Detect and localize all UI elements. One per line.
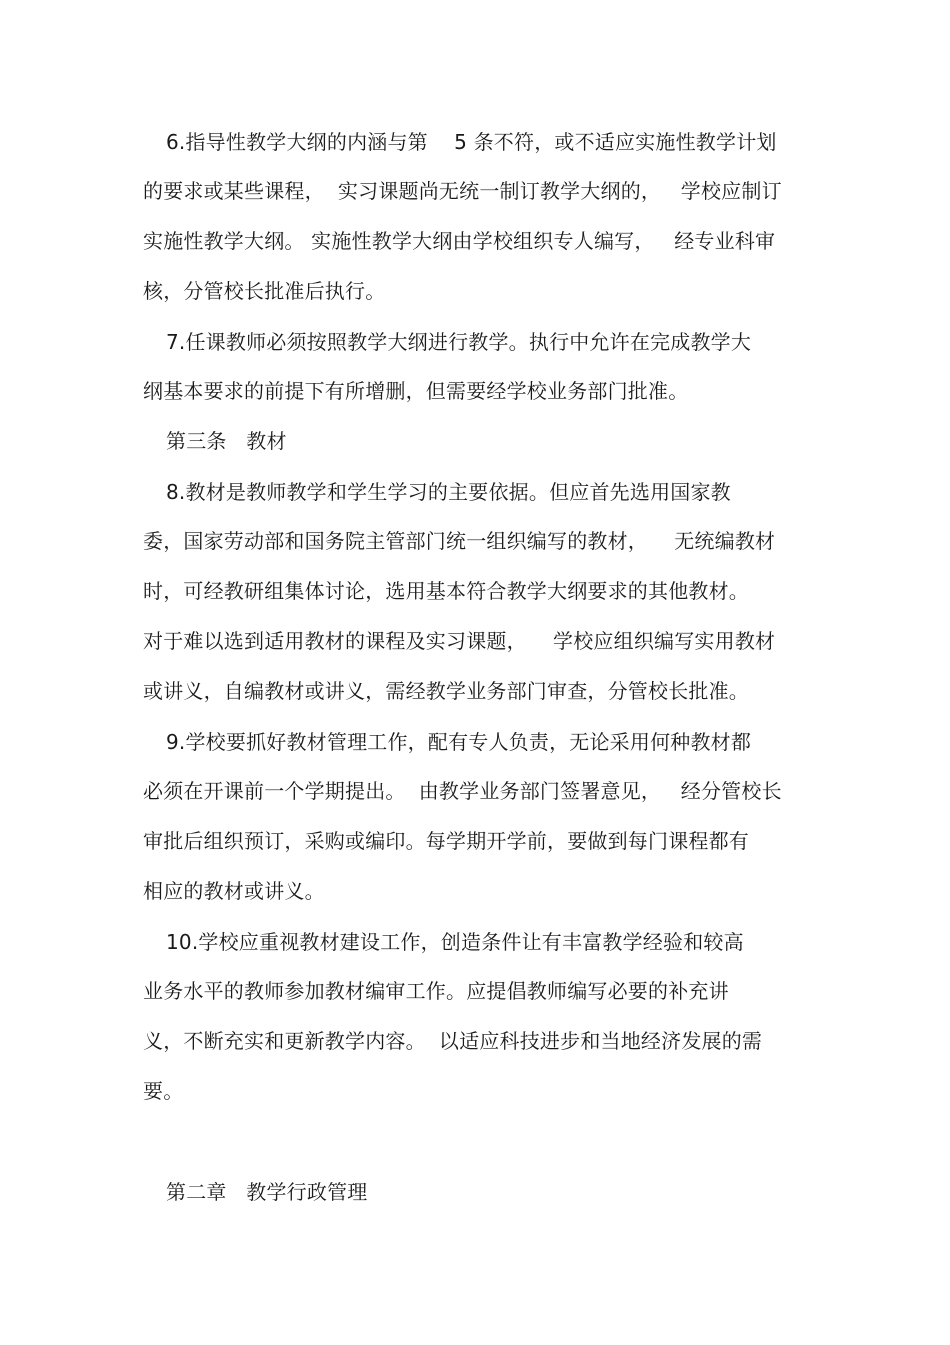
paragraph-line: 7.任课教师必须按照教学大纲进行教学。执行中允许在完成教学大: [166, 330, 752, 354]
paragraph-line: 要。: [143, 1079, 184, 1103]
paragraph-line: 必须在开课前一个学期提出。 由教学业务部门签署意见， 经分管校长: [143, 779, 782, 803]
paragraph-line: 或讲义，自编教材或讲义，需经教学业务部门审查，分管校长批准。: [143, 679, 749, 703]
paragraph-line: 6.指导性教学大纲的内涵与第 5 条不符，或不适应实施性教学计划: [166, 130, 777, 154]
paragraph-line: 审批后组织预订，采购或编印。每学期开学前，要做到每门课程都有: [143, 829, 749, 853]
paragraph-line: 核，分管校长批准后执行。: [143, 279, 386, 303]
chapter-heading: 第二章 教学行政管理: [166, 1180, 368, 1204]
paragraph-line: 纲基本要求的前提下有所增删，但需要经学校业务部门批准。: [143, 379, 689, 403]
paragraph-line: 的要求或某些课程， 实习课题尚无统一制订教学大纲的， 学校应制订: [143, 179, 782, 203]
paragraph-line: 相应的教材或讲义。: [143, 879, 325, 903]
paragraph-line: 实施性教学大纲。 实施性教学大纲由学校组织专人编写， 经专业科审: [143, 229, 776, 253]
paragraph-line: 业务水平的教师参加教材编审工作。应提倡教师编写必要的补充讲: [143, 979, 729, 1003]
paragraph-line: 时，可经教研组集体讨论，选用基本符合教学大纲要求的其他教材。: [143, 579, 749, 603]
paragraph-line: 委，国家劳动部和国务院主管部门统一组织编写的教材， 无统编教材: [143, 529, 776, 553]
paragraph-line: 义，不断充实和更新教学内容。 以适应科技进步和当地经济发展的需: [143, 1029, 763, 1053]
section-heading: 第三条 教材: [166, 429, 287, 453]
paragraph-line: 9.学校要抓好教材管理工作，配有专人负责，无论采用何种教材都: [166, 730, 752, 754]
paragraph-line: 对于难以选到适用教材的课程及实习课题， 学校应组织编写实用教材: [143, 629, 776, 653]
paragraph-line: 8.教材是教师教学和学生学习的主要依据。但应首先选用国家教: [166, 480, 731, 504]
paragraph-line: 10.学校应重视教材建设工作，创造条件让有丰富教学经验和较高: [166, 930, 744, 954]
